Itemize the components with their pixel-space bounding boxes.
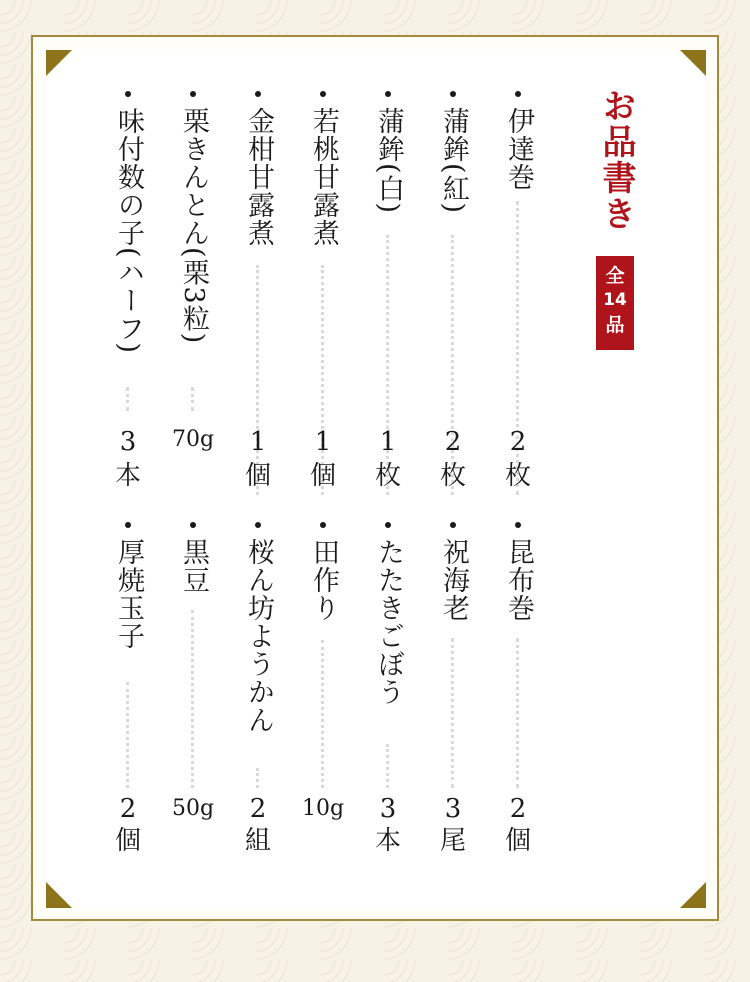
item-quantity-unit: 尾	[439, 826, 466, 856]
bullet-dot	[125, 91, 131, 97]
item-name: 桜ん坊ようかん	[243, 538, 274, 734]
item-quantity-unit: 枚	[504, 461, 531, 491]
item-quantity-number: 3	[119, 427, 137, 457]
bullet-dot	[515, 91, 521, 97]
item-quantity-number: 3	[444, 794, 462, 824]
item-name: 若桃甘露煮	[308, 107, 339, 247]
menu-title: お品書き	[596, 88, 636, 232]
leader-dots	[191, 387, 194, 411]
item-name: 昆布巻	[503, 538, 534, 622]
item-quantity-number: 10g	[301, 796, 345, 821]
item-name: 蒲鉾(紅)	[438, 107, 469, 215]
bullet-dot	[255, 522, 261, 528]
corner-ornament	[46, 882, 72, 908]
bullet-dot	[190, 91, 196, 97]
leader-dots	[256, 768, 259, 788]
leader-dots	[386, 744, 389, 788]
item-name: 厚焼玉子	[113, 538, 144, 650]
item-quantity-number: 1	[249, 427, 267, 457]
item-name: 祝海老	[438, 538, 469, 622]
leader-dots	[126, 682, 129, 788]
bullet-dot	[190, 522, 196, 528]
corner-ornament	[680, 50, 706, 76]
item-name: 蒲鉾(白)	[373, 107, 404, 215]
leader-dots	[321, 640, 324, 788]
badge-line-2: 14	[603, 290, 627, 310]
leader-dots	[516, 638, 519, 788]
badge-line-1: 全	[605, 265, 625, 287]
item-name: 田作り	[308, 538, 339, 622]
item-quantity-unit: 本	[374, 826, 401, 856]
bullet-dot	[385, 522, 391, 528]
item-quantity-unit: 組	[244, 826, 271, 856]
bullet-dot	[385, 91, 391, 97]
item-quantity-number: 50g	[171, 796, 215, 821]
item-quantity-unit: 本	[114, 461, 141, 491]
item-quantity-number: 3	[379, 794, 397, 824]
leader-dots	[191, 610, 194, 788]
bullet-dot	[320, 91, 326, 97]
item-quantity-unit: 個	[309, 461, 336, 491]
item-quantity-number: 2	[249, 794, 267, 824]
item-quantity-unit: 個	[114, 826, 141, 856]
bullet-dot	[255, 91, 261, 97]
bullet-dot	[450, 522, 456, 528]
leader-dots	[126, 387, 129, 411]
item-quantity-number: 2	[509, 794, 527, 824]
bullet-dot	[125, 522, 131, 528]
item-name: 伊達巻	[503, 107, 534, 191]
item-name: 味付数の子(ハーフ)	[113, 107, 144, 355]
item-quantity-number: 70g	[171, 427, 215, 452]
item-quantity-number: 2	[509, 427, 527, 457]
leader-dots	[451, 638, 454, 788]
bullet-dot	[515, 522, 521, 528]
item-name: 金柑甘露煮	[243, 107, 274, 247]
corner-ornament	[680, 882, 706, 908]
item-quantity-number: 2	[119, 794, 137, 824]
bullet-dot	[320, 522, 326, 528]
item-quantity-unit: 個	[504, 826, 531, 856]
item-name: 黒豆	[178, 538, 209, 594]
item-quantity-unit: 枚	[439, 461, 466, 491]
badge-line-3: 品	[605, 314, 625, 336]
item-count-badge	[596, 256, 634, 350]
corner-ornament	[46, 50, 72, 76]
item-quantity-number: 2	[444, 427, 462, 457]
item-quantity-number: 1	[379, 427, 397, 457]
bullet-dot	[450, 91, 456, 97]
item-quantity-unit: 枚	[374, 461, 401, 491]
item-name: たたきごぼう	[373, 538, 404, 706]
item-quantity-unit: 個	[244, 461, 271, 491]
item-name: 栗きんとん(栗3粒)	[178, 107, 209, 345]
item-quantity-number: 1	[314, 427, 332, 457]
